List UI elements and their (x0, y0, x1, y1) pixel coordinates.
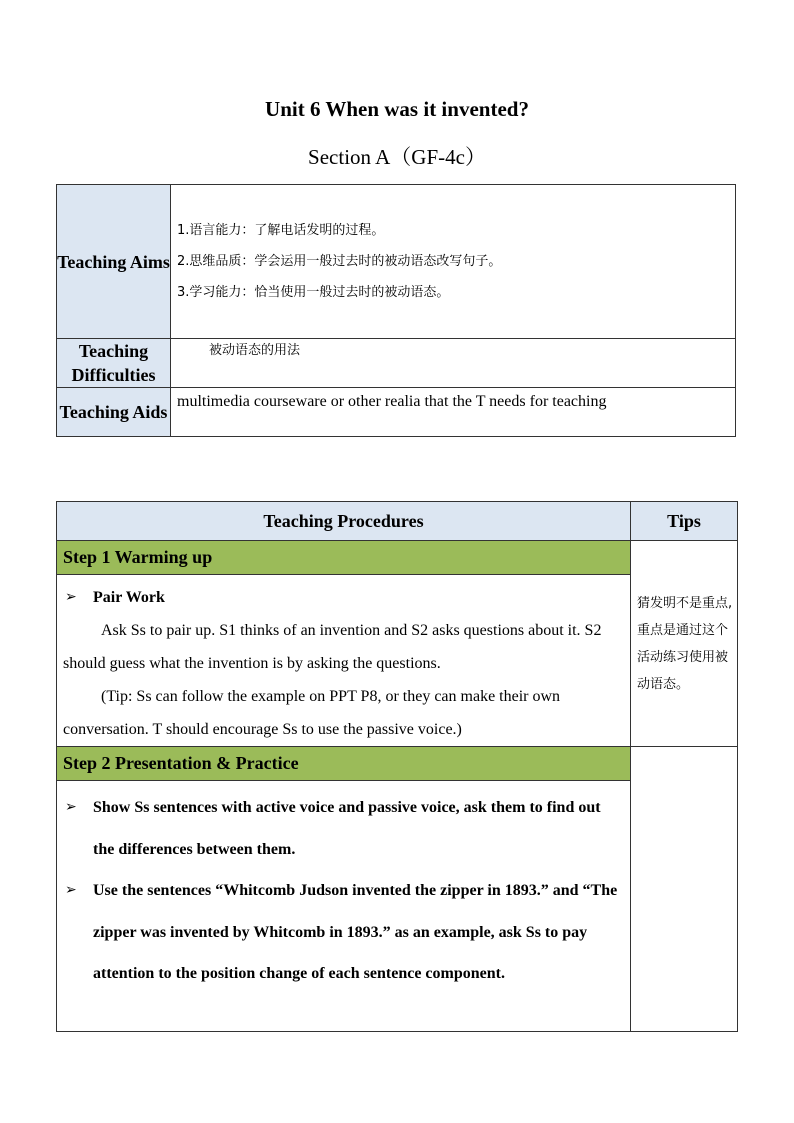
bullet-arrow-icon: ➢ (65, 799, 77, 815)
aim-item: 1.语言能力：了解电话发明的过程。 (177, 223, 385, 238)
aims-table (56, 184, 736, 437)
step2-tip-cell (631, 747, 738, 1032)
pair-work-heading: Pair Work (93, 589, 165, 606)
teaching-aims-cell (171, 185, 736, 339)
step2-bullet-text: Show Ss sentences with active voice and passive voice, ask them to find out the differences between them. (93, 799, 601, 858)
step1-paragraph: Ask Ss to pair up. S1 thinks of an invention and S2 asks questions about it. S2 should guess what the invention is by asking the questions. (63, 622, 602, 672)
step1-tip: 猜发明不是重点,重点是通过这个活动练习使用被动语态。 (637, 595, 733, 692)
teaching-aids-cell (171, 388, 736, 437)
teaching-aids-label: Teaching Aids (57, 388, 171, 437)
procedures-header: Teaching Procedures (57, 502, 631, 541)
aim-item: 2.思维品质：学会运用一般过去时的被动语态改写句子。 (177, 254, 502, 269)
aids-text: multimedia courseware or other realia that the T needs for teaching (177, 393, 607, 410)
step1-tip-cell (631, 541, 738, 747)
tips-header: Tips (631, 502, 738, 541)
list-item (63, 870, 622, 995)
bullet-arrow-icon: ➢ (65, 882, 77, 898)
procedures-table (56, 501, 738, 1032)
document-title: Unit 6 When was it invented? (265, 97, 529, 121)
bullet-arrow-icon: ➢ (65, 589, 77, 605)
document-subtitle: Section A（GF-4c） (308, 145, 486, 169)
aim-item: 3.学习能力：恰当使用一般过去时的被动语态。 (177, 285, 450, 300)
step1-title: Step 1 Warming up (57, 541, 631, 575)
step2-title: Step 2 Presentation & Practice (57, 747, 631, 781)
step1-body (57, 575, 631, 747)
list-item (63, 787, 622, 870)
teaching-difficulties-label: Teaching Difficulties (57, 339, 171, 388)
difficulties-text: 被动语态的用法 (209, 343, 301, 358)
step2-bullet-text: Use the sentences “Whitcomb Judson invented the zipper in 1893.” and “The zipper was invented by Whitcomb in 1893.” as an example, ask Ss to pay attention to the position change of each sentence component. (93, 882, 618, 982)
step2-body (57, 781, 631, 1032)
teaching-difficulties-cell (171, 339, 736, 388)
teaching-aims-label: Teaching Aims (57, 185, 171, 339)
step1-tip-paragraph: (Tip: Ss can follow the example on PPT P8, or they can make their own conversation. T should encourage Ss to use the passive voice.) (63, 688, 561, 738)
